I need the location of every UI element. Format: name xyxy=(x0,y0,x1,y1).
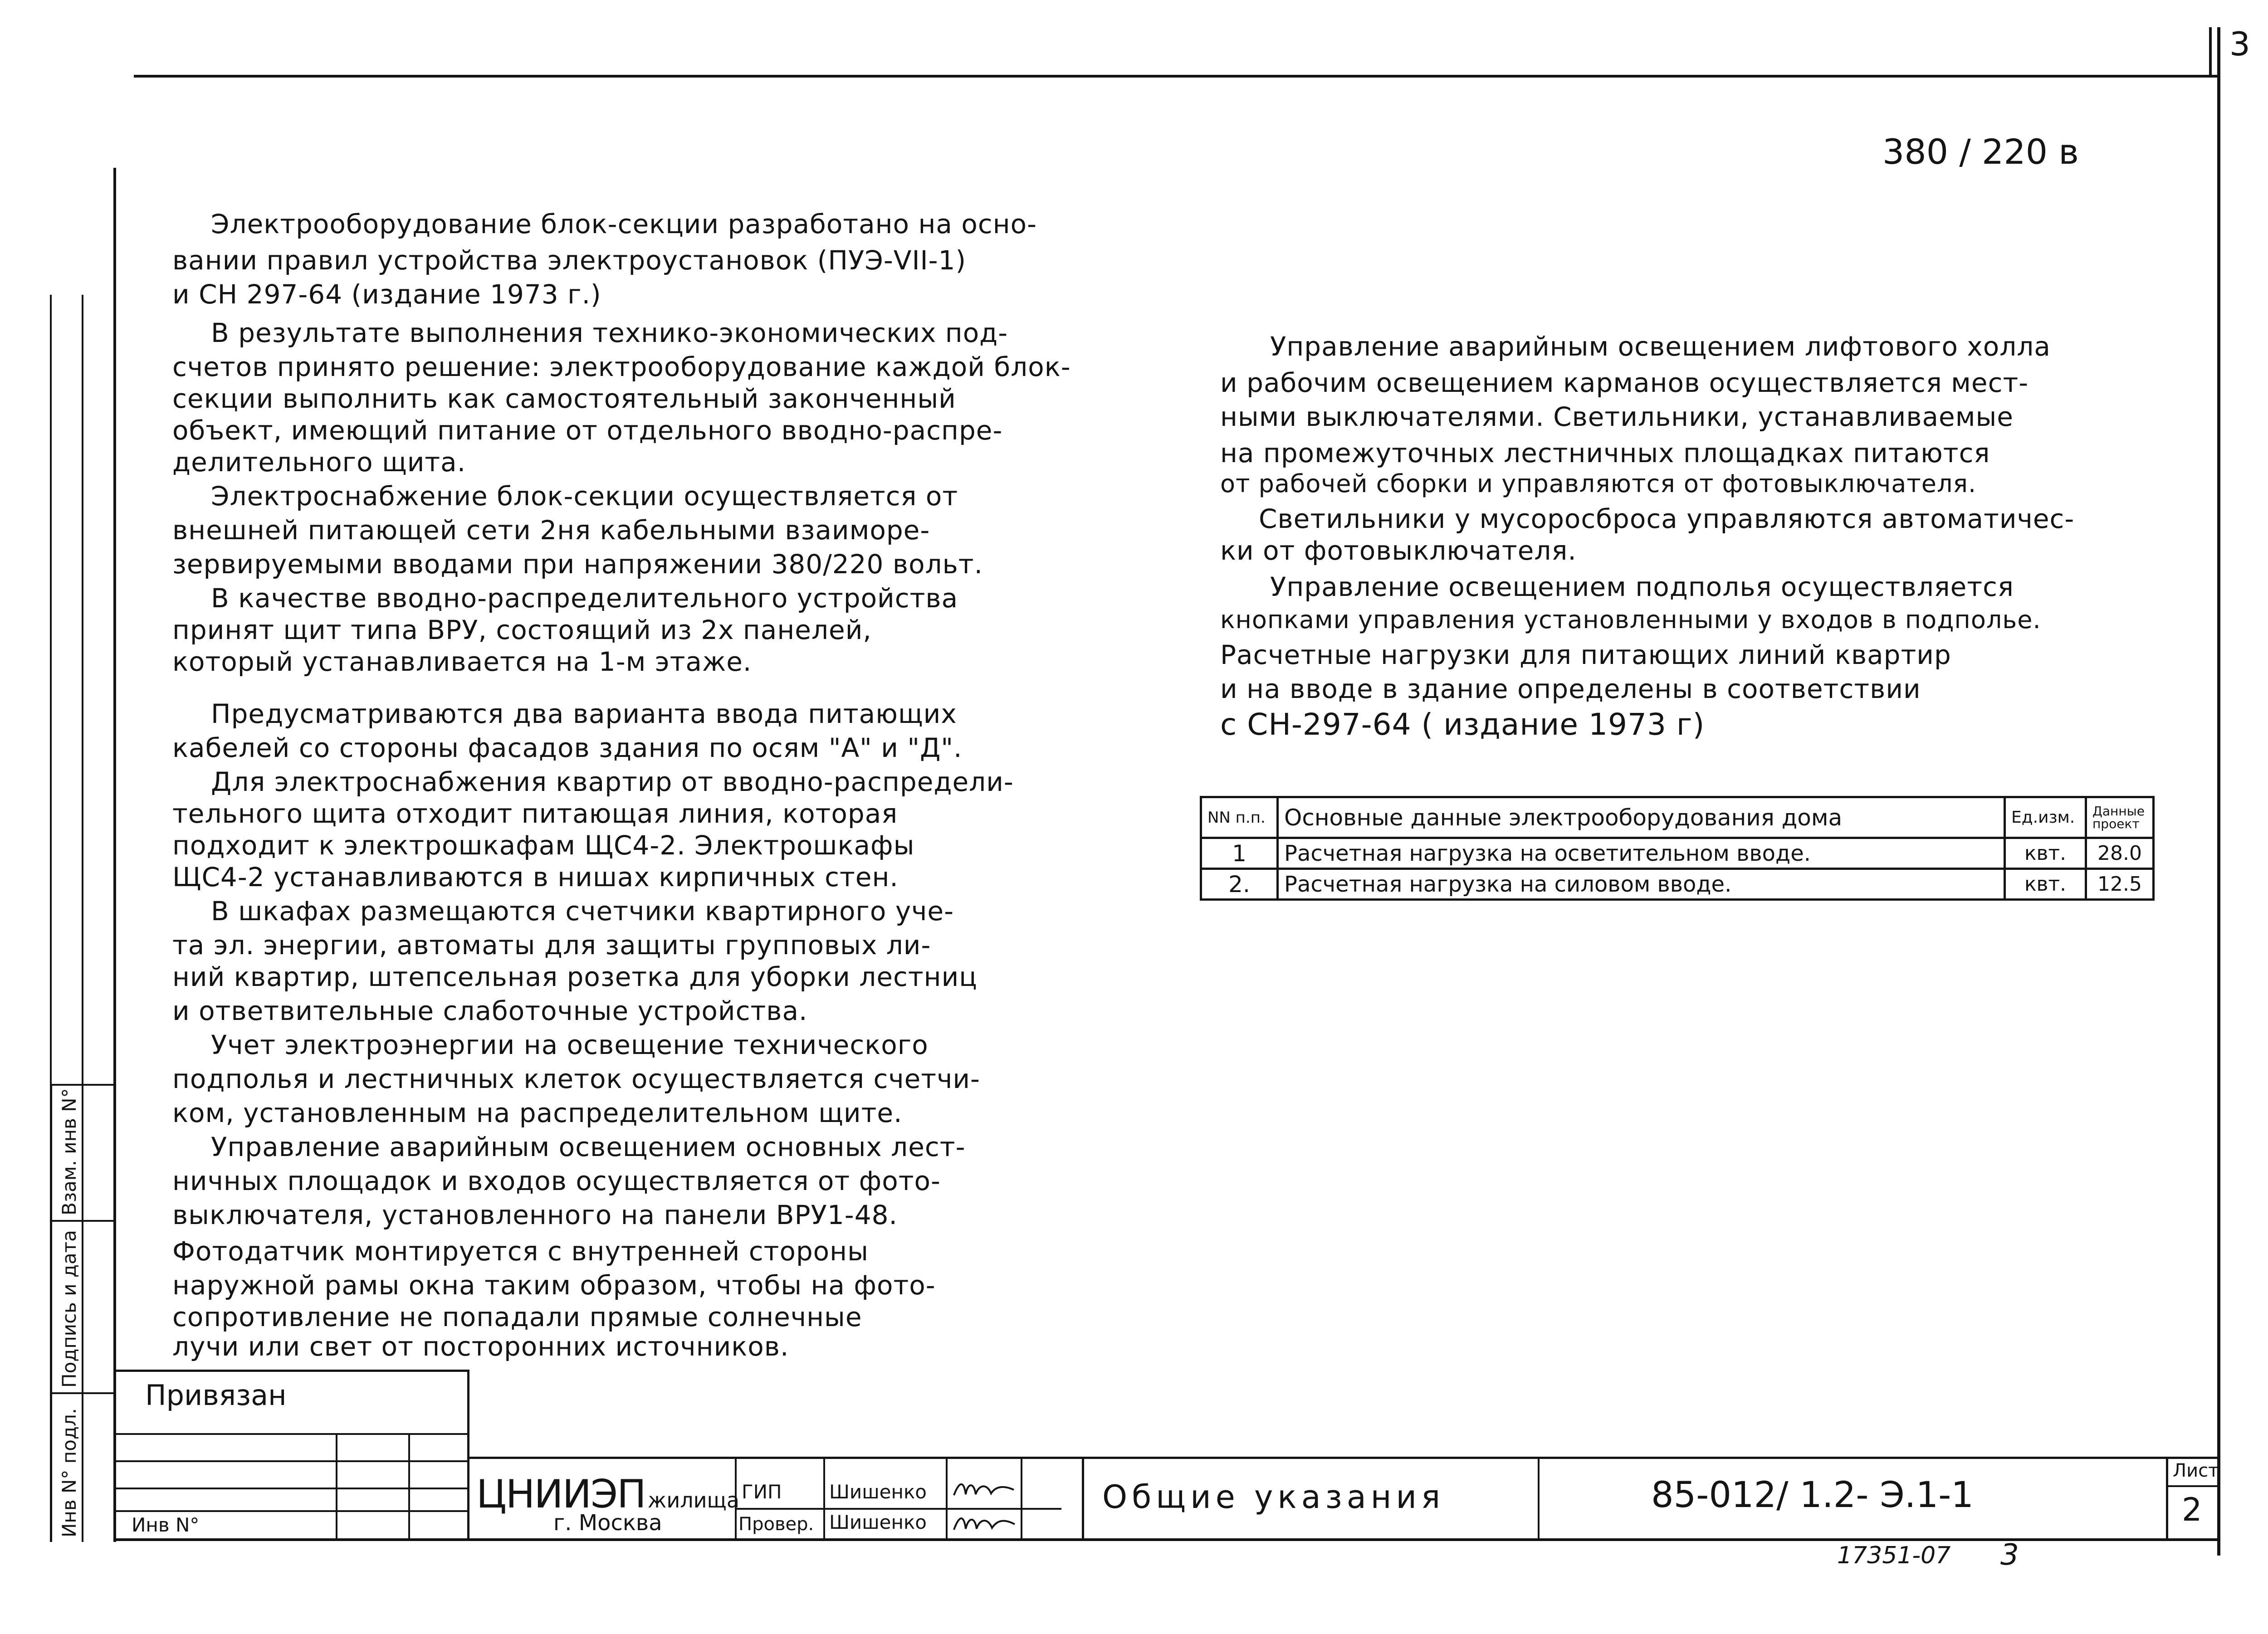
name-prover: Шишенко xyxy=(829,1511,927,1533)
table-cell-unit: квт. xyxy=(2005,869,2086,900)
text-line: кнопками управления установленными у входов в подполье. xyxy=(1220,605,2041,634)
inv-no-label: Инв N° xyxy=(132,1514,200,1536)
side-strip-upper-line-b xyxy=(82,295,83,1084)
side-strip-upper xyxy=(18,295,113,1084)
text-line: который устанавливается на 1-м этаже. xyxy=(172,646,752,677)
side-strip-upper-line-a xyxy=(50,295,52,1084)
tb-v-f xyxy=(946,1457,948,1540)
side-strip-left-line xyxy=(50,1084,52,1542)
text-line: наружной рамы окна таким образом, чтобы на фото- xyxy=(172,1270,936,1301)
text-line: лучи или свет от посторонних источников. xyxy=(172,1331,789,1362)
privyazan-label: Привязан xyxy=(145,1379,287,1412)
tb-v-c xyxy=(467,1370,469,1540)
tb-v-h xyxy=(1082,1457,1084,1540)
table-header-name: Основные данные электрооборудования дома xyxy=(1278,797,2005,838)
table-cell-num: 2. xyxy=(1201,869,1278,900)
table-cell-name: Расчетная нагрузка на силовом вводе. xyxy=(1278,869,2005,900)
footer-code: 17351-07 xyxy=(1837,1542,1951,1569)
table-header-row xyxy=(1201,797,2154,838)
table-header-unit: Ед.изм. xyxy=(2005,797,2086,838)
table-cell-value: 28.0 xyxy=(2086,838,2154,869)
text-line: и на вводе в здание определены в соответствии xyxy=(1220,673,1921,704)
text-line: та эл. энергии, автоматы для защиты групповых ли- xyxy=(172,930,931,961)
text-line: Предусматриваются два варианта ввода питающих xyxy=(211,698,957,729)
text-line: ЩС4-2 устанавливаются в нишах кирпичных стен. xyxy=(172,862,899,893)
text-line: ными выключателями. Светильники, устанавливаемые xyxy=(1220,401,2014,432)
table-cell-num: 1 xyxy=(1201,838,1278,869)
side-strip xyxy=(50,1084,113,1542)
tb-stamp-top xyxy=(467,1457,2220,1459)
text-line: подполья и лестничных клеток осуществляется счетчи- xyxy=(172,1063,980,1094)
text-line: Управление аварийным освещением основных лест- xyxy=(211,1132,966,1162)
side-label-sign: Подпись и дата xyxy=(58,1230,80,1388)
equipment-data-table xyxy=(1200,796,2155,901)
text-line: внешней питающей сети 2ня кабельными взаиморе- xyxy=(172,515,930,546)
list-number: 2 xyxy=(2182,1491,2202,1528)
text-line: счетов принято решение: электрооборудование каждой блок- xyxy=(172,351,1071,382)
top-border-line xyxy=(134,75,2220,78)
tb-list-mid xyxy=(2166,1485,2220,1487)
text-line: зервируемыми вводами при напряжении 380/220 вольт. xyxy=(172,549,983,580)
signature-prover xyxy=(950,1508,1018,1537)
side-strip-div1 xyxy=(50,1084,113,1086)
table-row xyxy=(1201,869,2154,900)
tb-line-2 xyxy=(113,1460,467,1462)
signature-gip xyxy=(950,1476,1018,1503)
text-line: В шкафах размещаются счетчики квартирного уче- xyxy=(211,896,954,927)
tb-v-i xyxy=(1538,1457,1540,1540)
text-line: Для электроснабжения квартир от вводно-распредели- xyxy=(211,766,1014,797)
left-border-line xyxy=(113,168,116,1542)
text-line: ний квартир, штепсельная розетка для уборки лестниц xyxy=(172,961,978,992)
text-line: ки от фотовыключателя. xyxy=(1220,535,1577,566)
text-line: Электрооборудование блок-секции разработано на осно- xyxy=(211,209,1037,239)
tb-v-g xyxy=(1021,1457,1022,1540)
voltage-note: 380 / 220 в xyxy=(1882,132,2079,172)
role-prover: Провер. xyxy=(738,1514,814,1535)
side-strip-mid-line xyxy=(82,1084,83,1542)
text-line: В качестве вводно-распределительного устройства xyxy=(211,583,958,614)
text-line: Электроснабжение блок-секции осуществляется от xyxy=(211,481,958,512)
text-line: ничных площадок и входов осуществляется от фото- xyxy=(172,1166,941,1196)
text-line: и СН 297-64 (издание 1973 г.) xyxy=(172,279,601,310)
tb-line-3 xyxy=(113,1488,467,1489)
text-line: на промежуточных лестничных площадках питаются xyxy=(1220,438,1990,468)
text-line: вании правил устройства электроустановок (ПУЭ-VII-1) xyxy=(172,245,967,276)
tb-line-4 xyxy=(113,1510,467,1512)
text-line: подходит к электрошкафам ЩС4-2. Электрошкафы xyxy=(172,830,915,861)
text-line: тельного щита отходит питающая линия, которая xyxy=(172,798,898,829)
text-line: делительного щита. xyxy=(172,447,466,478)
text-line: и ответвительные слаботочные устройства. xyxy=(172,995,808,1026)
table-header-num: NN п.п. xyxy=(1201,797,1278,838)
name-gip: Шишенко xyxy=(829,1481,927,1503)
table-cell-unit: квт. xyxy=(2005,838,2086,869)
text-line: Учет электроэнергии на освещение технического xyxy=(211,1029,929,1060)
tb-top-line-left xyxy=(113,1370,467,1372)
text-line: объект, имеющий питание от отдельного вводно-распре- xyxy=(172,415,1003,446)
table-cell-value: 12.5 xyxy=(2086,869,2154,900)
side-strip-div3 xyxy=(50,1392,113,1394)
tb-v-e xyxy=(823,1457,825,1540)
text-line: выключателя, установленного на панели ВРУ1-48. xyxy=(172,1200,898,1230)
title-block xyxy=(113,1370,2220,1540)
text-line: В результате выполнения технико-экономических под- xyxy=(211,317,1008,348)
sheet-title: Общие указания xyxy=(1102,1478,1445,1516)
text-line: Управление аварийным освещением лифтового холла xyxy=(1270,331,2051,362)
table-row xyxy=(1201,838,2154,869)
side-label-inv: Инв N° подл. xyxy=(58,1408,80,1537)
footer-page: 3 xyxy=(2000,1538,2019,1572)
text-line: от рабочей сборки и управляются от фотовыключателя. xyxy=(1220,469,1977,498)
doc-code: 85-012/ 1.2- Э.1-1 xyxy=(1651,1475,1974,1516)
text-line: и рабочим освещением карманов осуществляется мест- xyxy=(1220,367,2029,398)
org-city: г. Москва xyxy=(553,1510,662,1536)
text-line: кабелей со стороны фасадов здания по осям "А" и "Д". xyxy=(172,732,963,763)
text-line: с СН-297-64 ( издание 1973 г) xyxy=(1220,707,1705,742)
org-main: ЦНИИЭП xyxy=(476,1472,645,1517)
tb-line-1 xyxy=(113,1433,467,1435)
text-line: Фотодатчик монтируется с внутренней стороны xyxy=(172,1236,869,1267)
side-strip-div2 xyxy=(50,1220,113,1222)
role-gip: ГИП xyxy=(742,1481,782,1503)
org-suffix: жилища xyxy=(647,1488,740,1512)
text-line: Расчетные нагрузки для питающих линий квартир xyxy=(1220,639,1951,670)
text-line: Управление освещением подполья осуществляется xyxy=(1270,571,2014,602)
tb-v-a xyxy=(336,1433,337,1540)
side-label-vzam: Взам. инв N° xyxy=(58,1088,80,1215)
text-line: сопротивление не попадали прямые солнечные xyxy=(172,1302,862,1332)
list-label: Лист xyxy=(2173,1460,2219,1481)
table-cell-name: Расчетная нагрузка на осветительном вводе. xyxy=(1278,838,2005,869)
text-line: секции выполнить как самостоятельный законченный xyxy=(172,383,956,414)
table-header-value: Данные проект xyxy=(2086,797,2154,838)
tb-v-b xyxy=(408,1433,410,1540)
tb-v-j xyxy=(2166,1457,2168,1540)
text-line: Светильники у мусоросброса управляются автоматичес- xyxy=(1259,503,2075,534)
corner-number: 3 xyxy=(2229,25,2250,63)
text-line: ком, установленным на распределительном щите. xyxy=(172,1097,903,1128)
text-line: принят щит типа ВРУ, состоящий из 2х панелей, xyxy=(172,615,872,645)
right-border-line xyxy=(2217,27,2220,1556)
corner-divider xyxy=(2209,27,2212,77)
